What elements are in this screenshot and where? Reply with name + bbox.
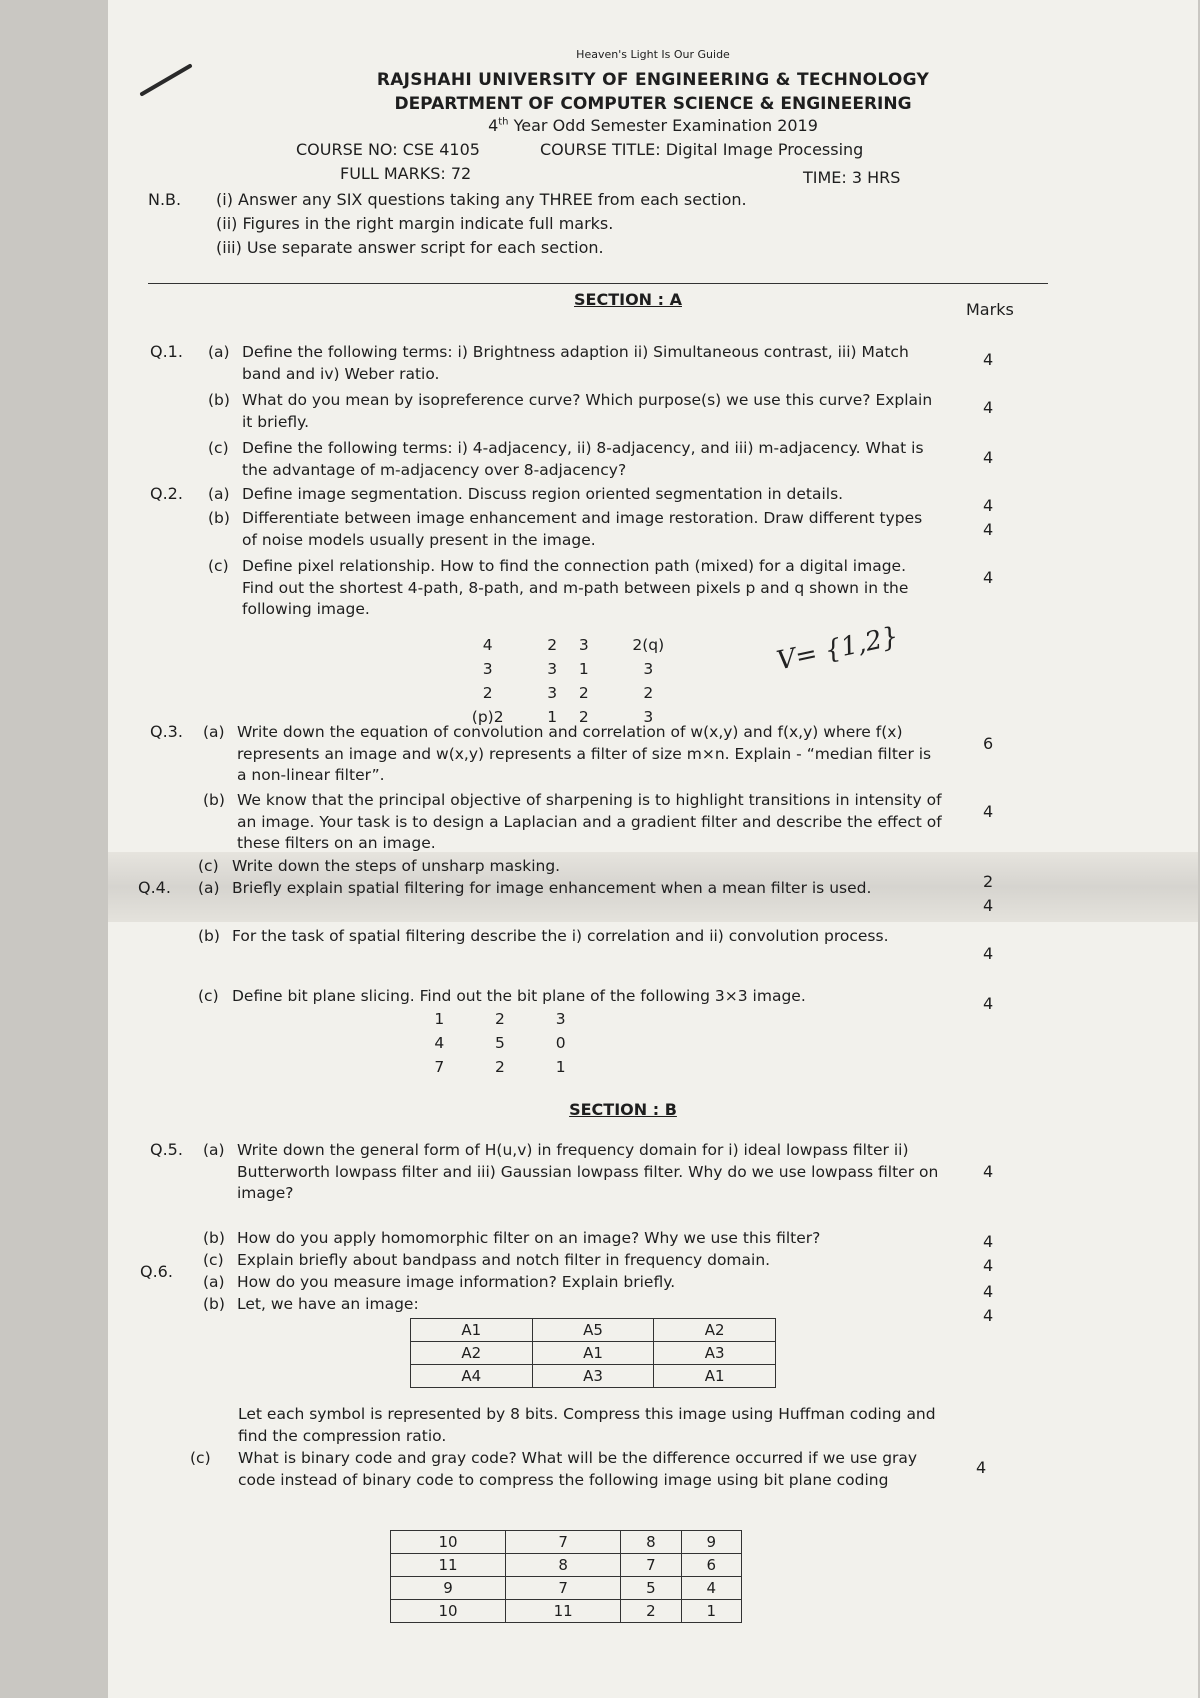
grid-cell: 4	[434, 1034, 445, 1052]
divider	[148, 283, 1048, 284]
image-grid-3x3	[408, 1006, 592, 1080]
marks-value: 4	[983, 350, 994, 369]
table-cell: 11	[391, 1554, 506, 1577]
grid-cell: 1	[555, 1058, 566, 1076]
question-part: (c) Define the following terms: i) 4-adjacency, ii) 8-adjacency, and iii) m-adjacency. What is the advantage of m-adjacency over 8-adjacency?	[208, 439, 924, 479]
marks-header: Marks	[966, 300, 1014, 319]
grid-cell: 2	[547, 636, 558, 654]
question-part: (a) Define image segmentation. Discuss region oriented segmentation in details.	[208, 485, 844, 503]
table-cell: A2	[654, 1319, 776, 1342]
grid-cell: (p)2	[471, 708, 504, 726]
question-part: (a) How do you measure image information? Explain briefly.	[203, 1273, 676, 1291]
grid-cell: 3	[643, 660, 654, 678]
question-part: (c) What is binary code and gray code? What will be the difference occurred if we use gray code instead of binary code to compress the following image using bit plane coding	[190, 1449, 918, 1489]
marks-value: 4	[983, 398, 994, 417]
marks-value: 4	[983, 802, 994, 821]
question-part: (a) Write down the general form of H(u,v) in frequency domain for i) ideal lowpass filter ii) Butterworth lowpass filter and iii) Gaussian lowpass filter. Why do we use lowpass filter on image?	[203, 1141, 939, 1202]
table-cell: A1	[411, 1319, 533, 1342]
table-cell: 7	[621, 1554, 681, 1577]
table-cell: 1	[681, 1600, 741, 1623]
question-part: (c) Define bit plane slicing. Find out the bit plane of the following 3×3 image.	[198, 987, 806, 1005]
grid-cell: 3	[555, 1010, 566, 1028]
marks-value: 4	[983, 496, 994, 515]
table-cell: 10	[391, 1600, 506, 1623]
grid-cell: 4	[482, 636, 493, 654]
table-cell: 8	[506, 1554, 621, 1577]
course-title: COURSE TITLE: Digital Image Processing	[540, 140, 864, 159]
gray-code-image-table	[390, 1530, 742, 1623]
university-name: RAJSHAHI UNIVERSITY OF ENGINEERING & TECHNOLOGY	[376, 70, 930, 90]
grid-cell: 3	[643, 708, 654, 726]
table-cell: 11	[506, 1600, 621, 1623]
grid-cell: 2	[643, 684, 654, 702]
grid-cell: 2	[495, 1010, 505, 1028]
motto: Heaven's Light Is Our Guide	[576, 48, 730, 61]
instruction-3: (iii) Use separate answer script for each section.	[216, 238, 604, 257]
nb-label: N.B.	[148, 190, 182, 209]
grid-cell: 0	[555, 1034, 566, 1052]
marks-value: 4	[983, 568, 994, 587]
table-cell: 4	[681, 1577, 741, 1600]
question-part: (a) Define the following terms: i) Brightness adaption ii) Simultaneous contrast, iii) Match band and iv) Weber ratio.	[208, 343, 909, 383]
table-cell: 7	[506, 1577, 621, 1600]
exam-time: TIME: 3 HRS	[803, 168, 901, 187]
table-cell: 10	[391, 1531, 506, 1554]
marks-value: 4	[983, 1306, 994, 1325]
table-cell: A5	[532, 1319, 654, 1342]
course-number: COURSE NO: CSE 4105	[296, 140, 480, 159]
instruction-2: (ii) Figures in the right margin indicate full marks.	[216, 214, 614, 233]
question-part: (b) For the task of spatial filtering describe the i) correlation and ii) convolution process.	[198, 927, 889, 945]
table-cell: A3	[532, 1365, 654, 1388]
marks-value: 2	[983, 872, 994, 891]
question-number: Q.6.	[140, 1262, 173, 1281]
table-cell: A1	[532, 1342, 654, 1365]
marks-value: 4	[983, 994, 994, 1013]
table-cell: 8	[621, 1531, 681, 1554]
question-part: (b) Differentiate between image enhancement and image restoration. Draw different types of noise models usually present in the image.	[208, 509, 923, 549]
table-cell: 9	[391, 1577, 506, 1600]
question-part: (a) Write down the equation of convolution and correlation of w(x,y) and f(x,y) where f(x) represents an image and w(x,y) represents a filter of size m×n. Explain - “median filter is a non-linear filter”.	[203, 723, 932, 784]
exam-title: 4th Year Odd Semester Examination 2019	[488, 116, 818, 135]
question-number: Q.1.	[150, 342, 183, 361]
full-marks: FULL MARKS: 72	[340, 164, 472, 183]
question-part: (c) Define pixel relationship. How to find the connection path (mixed) for a digital image. Find out the shortest 4-path, 8-path, and m-path between pixels p and q shown in the following image.	[208, 557, 909, 618]
instruction-1: (i) Answer any SIX questions taking any THREE from each section.	[216, 190, 747, 209]
question-part: (b) Let, we have an image:	[203, 1295, 419, 1313]
grid-cell: 3	[482, 660, 493, 678]
marks-value: 4	[983, 520, 994, 539]
table-cell: A1	[654, 1365, 776, 1388]
table-cell: 2	[621, 1600, 681, 1623]
question-part: (b) We know that the principal objective of sharpening is to highlight transitions in intensity of an image. Your task is to design a Laplacian and a gradient filter and describe the effect of these filters on an image.	[203, 791, 942, 852]
handwritten-note: V= {1,2}	[774, 621, 902, 677]
section-a-title: SECTION : A	[574, 290, 682, 309]
marks-value: 4	[983, 896, 994, 915]
grid-cell: 1	[547, 708, 558, 726]
grid-cell: 3	[578, 636, 589, 654]
question-number: Q.5.	[150, 1140, 183, 1159]
table-cell: A2	[411, 1342, 533, 1365]
pixel-grid	[438, 632, 698, 730]
question-part: (c) Write down the steps of unsharp masking.	[198, 857, 561, 875]
symbol-image-table	[410, 1318, 776, 1388]
table-cell: 9	[681, 1531, 741, 1554]
question-part: (b) How do you apply homomorphic filter on an image? Why we use this filter?	[203, 1229, 821, 1247]
table-cell: 5	[621, 1577, 681, 1600]
question-number: Q.2.	[150, 484, 183, 503]
grid-cell: 2	[578, 708, 589, 726]
grid-cell: 1	[434, 1010, 445, 1028]
marks-value: 4	[983, 944, 994, 963]
question-part: (c) Explain briefly about bandpass and notch filter in frequency domain.	[203, 1251, 771, 1269]
exam-page	[108, 0, 1198, 1698]
grid-cell: 5	[495, 1034, 505, 1052]
marks-value: 6	[983, 734, 994, 753]
department-name: DEPARTMENT OF COMPUTER SCIENCE & ENGINEERING	[394, 94, 912, 114]
question-number: Q.4.	[138, 878, 171, 897]
question-part: (b) What do you mean by isopreference curve? Which purpose(s) we use this curve? Explain it briefly.	[208, 391, 933, 431]
grid-cell: 7	[434, 1058, 445, 1076]
table-cell: A4	[411, 1365, 533, 1388]
marks-value: 4	[983, 1232, 994, 1251]
table-cell: A3	[654, 1342, 776, 1365]
grid-cell: 3	[547, 660, 558, 678]
marks-value: 4	[983, 1256, 994, 1275]
grid-cell: 2(q)	[632, 636, 665, 654]
question-continuation: Let each symbol is represented by 8 bits. Compress this image using Huffman coding and find the compression ratio.	[238, 1405, 936, 1445]
grid-cell: 2	[578, 684, 589, 702]
grid-cell: 1	[578, 660, 589, 678]
marks-value: 4	[983, 448, 994, 467]
grid-cell: 2	[482, 684, 493, 702]
question-number: Q.3.	[150, 722, 183, 741]
marks-value: 4	[976, 1458, 987, 1477]
section-b-title: SECTION : B	[569, 1100, 677, 1119]
marks-value: 4	[983, 1282, 994, 1301]
table-cell: 6	[681, 1554, 741, 1577]
grid-cell: 2	[495, 1058, 505, 1076]
table-cell: 7	[506, 1531, 621, 1554]
grid-cell: 3	[547, 684, 558, 702]
marks-value: 4	[983, 1162, 994, 1181]
question-part: (a) Briefly explain spatial filtering for image enhancement when a mean filter is used.	[198, 879, 872, 897]
